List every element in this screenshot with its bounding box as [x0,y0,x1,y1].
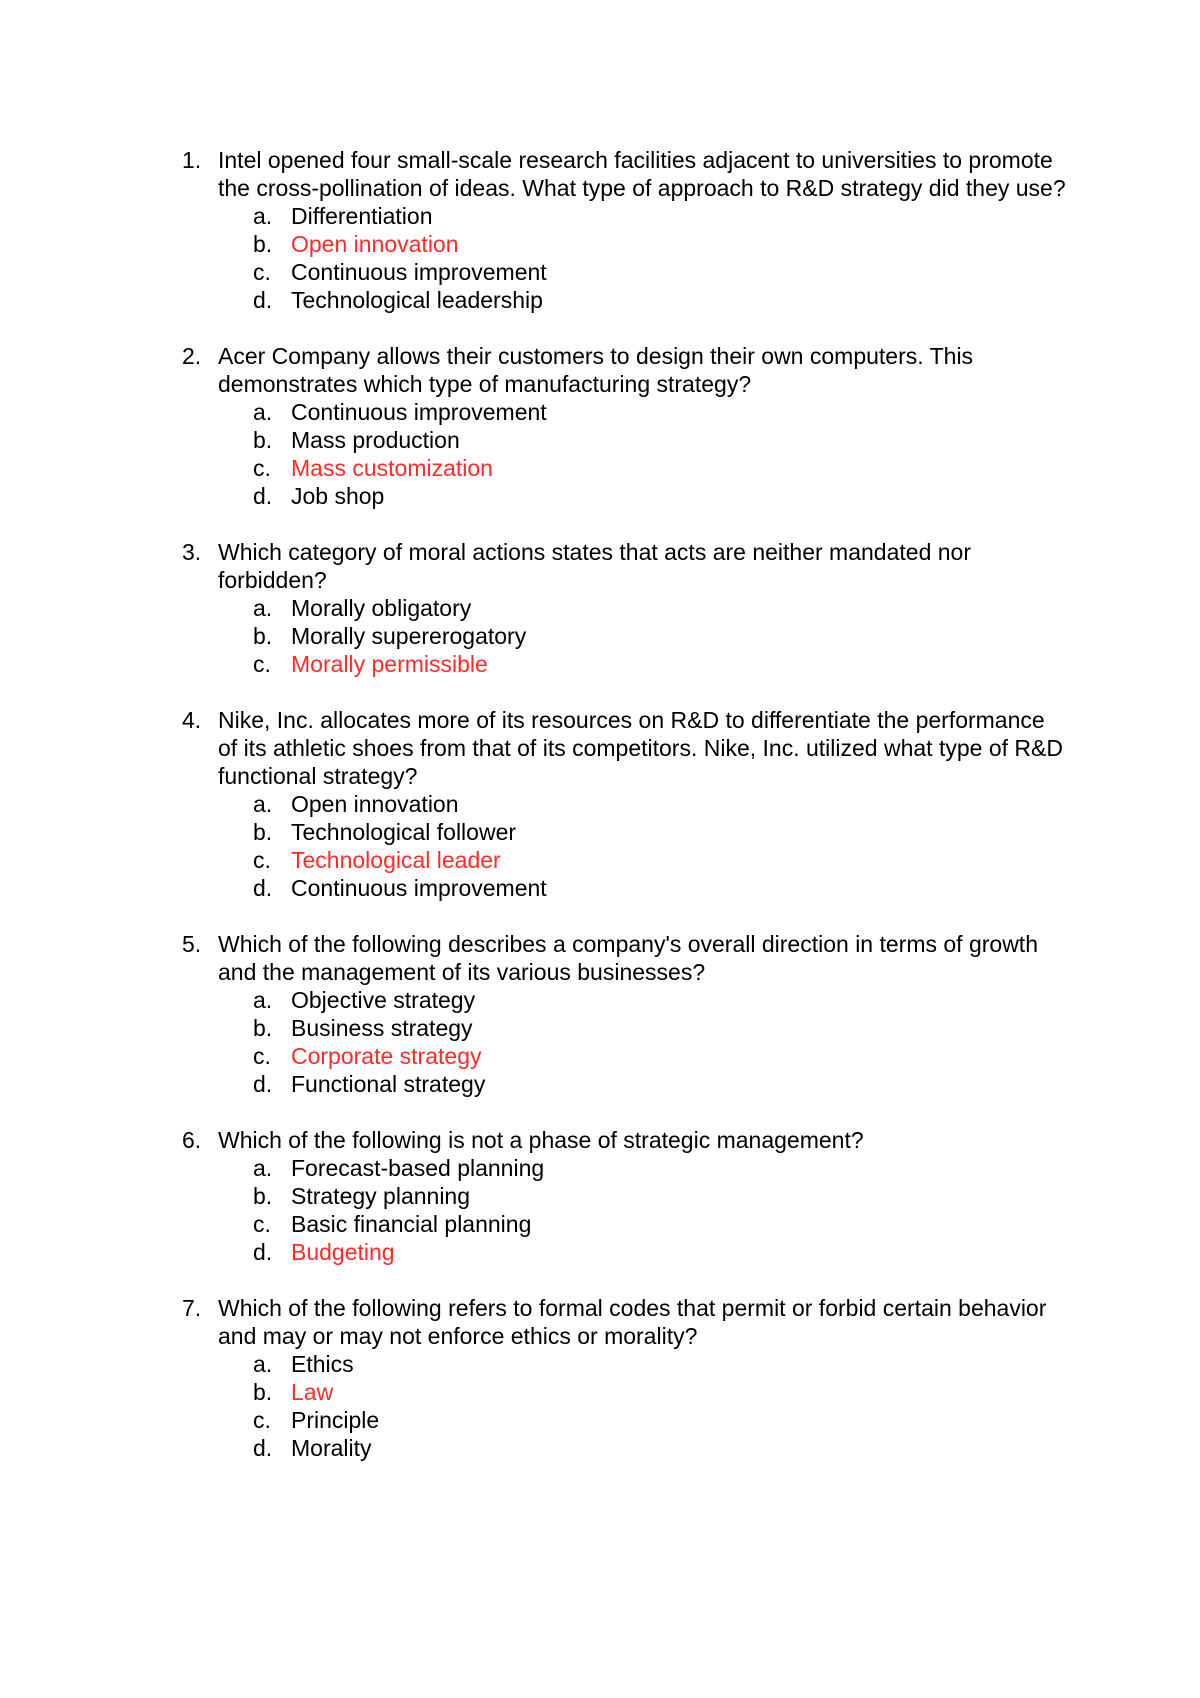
question-text: Acer Company allows their customers to design their own computers. This demonstrates which type of manufacturing strategy? [218,343,974,397]
answer-option [0,1350,1200,1378]
question-text: Intel opened four small-scale research facilities adjacent to universities to promote the cross-pollination of ideas. What type of approach to R&D strategy did they use? [218,147,1066,201]
option-text: Objective strategy [291,987,476,1013]
option-letter: c. [253,651,271,677]
answer-option [0,818,1200,846]
option-text: Job shop [291,483,385,509]
option-letter: c. [253,1043,271,1069]
question-item [0,342,1200,510]
option-letter: c. [253,259,271,285]
option-text: Forecast-based planning [291,1155,545,1181]
answer-option [0,202,1200,230]
option-letter: b. [253,1015,273,1041]
answer-option-correct [0,1378,1200,1406]
answer-option [0,790,1200,818]
option-letter: d. [253,875,273,901]
question-item [0,538,1200,678]
answer-option [0,482,1200,510]
option-text: Technological follower [291,819,517,845]
answer-options [0,594,1200,678]
question-text: Which of the following describes a company's overall direction in terms of growth and the management of its various businesses? [218,931,1038,985]
option-text: Open innovation [291,231,459,257]
option-text: Technological leadership [291,287,543,313]
option-letter: c. [253,1211,271,1237]
answer-options [0,1154,1200,1266]
answer-option [0,1434,1200,1462]
answer-option [0,258,1200,286]
question-number: 5. [182,931,202,957]
answer-options [0,398,1200,510]
option-text: Continuous improvement [291,399,547,425]
question-number: 1. [182,147,202,173]
question-text: Which category of moral actions states that acts are neither mandated nor forbidden? [218,539,971,593]
option-text: Mass production [291,427,460,453]
question-item [0,1126,1200,1266]
question-item [0,146,1200,314]
option-letter: a. [253,987,273,1013]
answer-option-correct [0,230,1200,258]
option-text: Morally supererogatory [291,623,527,649]
option-text: Technological leader [291,847,501,873]
option-letter: d. [253,1435,273,1461]
answer-option-correct [0,1238,1200,1266]
answer-option [0,1154,1200,1182]
option-text: Open innovation [291,791,459,817]
question-number: 2. [182,343,202,369]
question-list [0,146,1200,1490]
option-letter: d. [253,1239,273,1265]
option-letter: b. [253,1379,273,1405]
question-number: 7. [182,1295,202,1321]
option-text: Mass customization [291,455,493,481]
option-text: Basic financial planning [291,1211,532,1237]
option-text: Law [291,1379,334,1405]
question-text: Nike, Inc. allocates more of its resources on R&D to differentiate the performance of its athletic shoes from that of its competitors. Nike, Inc. utilized what type of R&D functional strategy? [218,707,1063,789]
option-letter: a. [253,791,273,817]
option-letter: a. [253,203,273,229]
answer-options [0,1350,1200,1462]
option-text: Budgeting [291,1239,395,1265]
option-text: Strategy planning [291,1183,471,1209]
answer-options [0,790,1200,902]
option-letter: d. [253,483,273,509]
option-text: Corporate strategy [291,1043,482,1069]
option-letter: b. [253,231,273,257]
answer-option [0,594,1200,622]
answer-option [0,286,1200,314]
option-letter: a. [253,1351,273,1377]
answer-option [0,1406,1200,1434]
answer-option [0,1070,1200,1098]
answer-options [0,202,1200,314]
answer-option [0,1210,1200,1238]
question-item [0,706,1200,902]
option-letter: c. [253,455,271,481]
answer-option [0,986,1200,1014]
option-letter: b. [253,623,273,649]
answer-option [0,426,1200,454]
question-number: 3. [182,539,202,565]
question-item [0,930,1200,1098]
answer-option [0,398,1200,426]
option-text: Morally obligatory [291,595,472,621]
answer-option [0,874,1200,902]
option-letter: b. [253,427,273,453]
answer-option-correct [0,454,1200,482]
option-text: Morality [291,1435,372,1461]
option-text: Business strategy [291,1015,473,1041]
option-text: Principle [291,1407,380,1433]
option-text: Continuous improvement [291,875,547,901]
answer-option [0,622,1200,650]
option-text: Continuous improvement [291,259,547,285]
option-text: Functional strategy [291,1071,486,1097]
option-letter: a. [253,1155,273,1181]
answer-option-correct [0,846,1200,874]
answer-option [0,1014,1200,1042]
question-text: Which of the following refers to formal codes that permit or forbid certain behavior and may or may not enforce ethics or morality? [218,1295,1047,1349]
option-text: Differentiation [291,203,433,229]
question-number: 6. [182,1127,202,1153]
answer-option-correct [0,650,1200,678]
option-letter: a. [253,595,273,621]
option-text: Morally permissible [291,651,488,677]
answer-options [0,986,1200,1098]
option-letter: a. [253,399,273,425]
option-letter: b. [253,819,273,845]
question-item [0,1294,1200,1462]
option-letter: d. [253,287,273,313]
question-text: Which of the following is not a phase of strategic management? [218,1127,864,1153]
question-number: 4. [182,707,202,733]
answer-option [0,1182,1200,1210]
option-letter: c. [253,847,271,873]
option-letter: d. [253,1071,273,1097]
option-letter: c. [253,1407,271,1433]
answer-option-correct [0,1042,1200,1070]
option-text: Ethics [291,1351,354,1377]
option-letter: b. [253,1183,273,1209]
